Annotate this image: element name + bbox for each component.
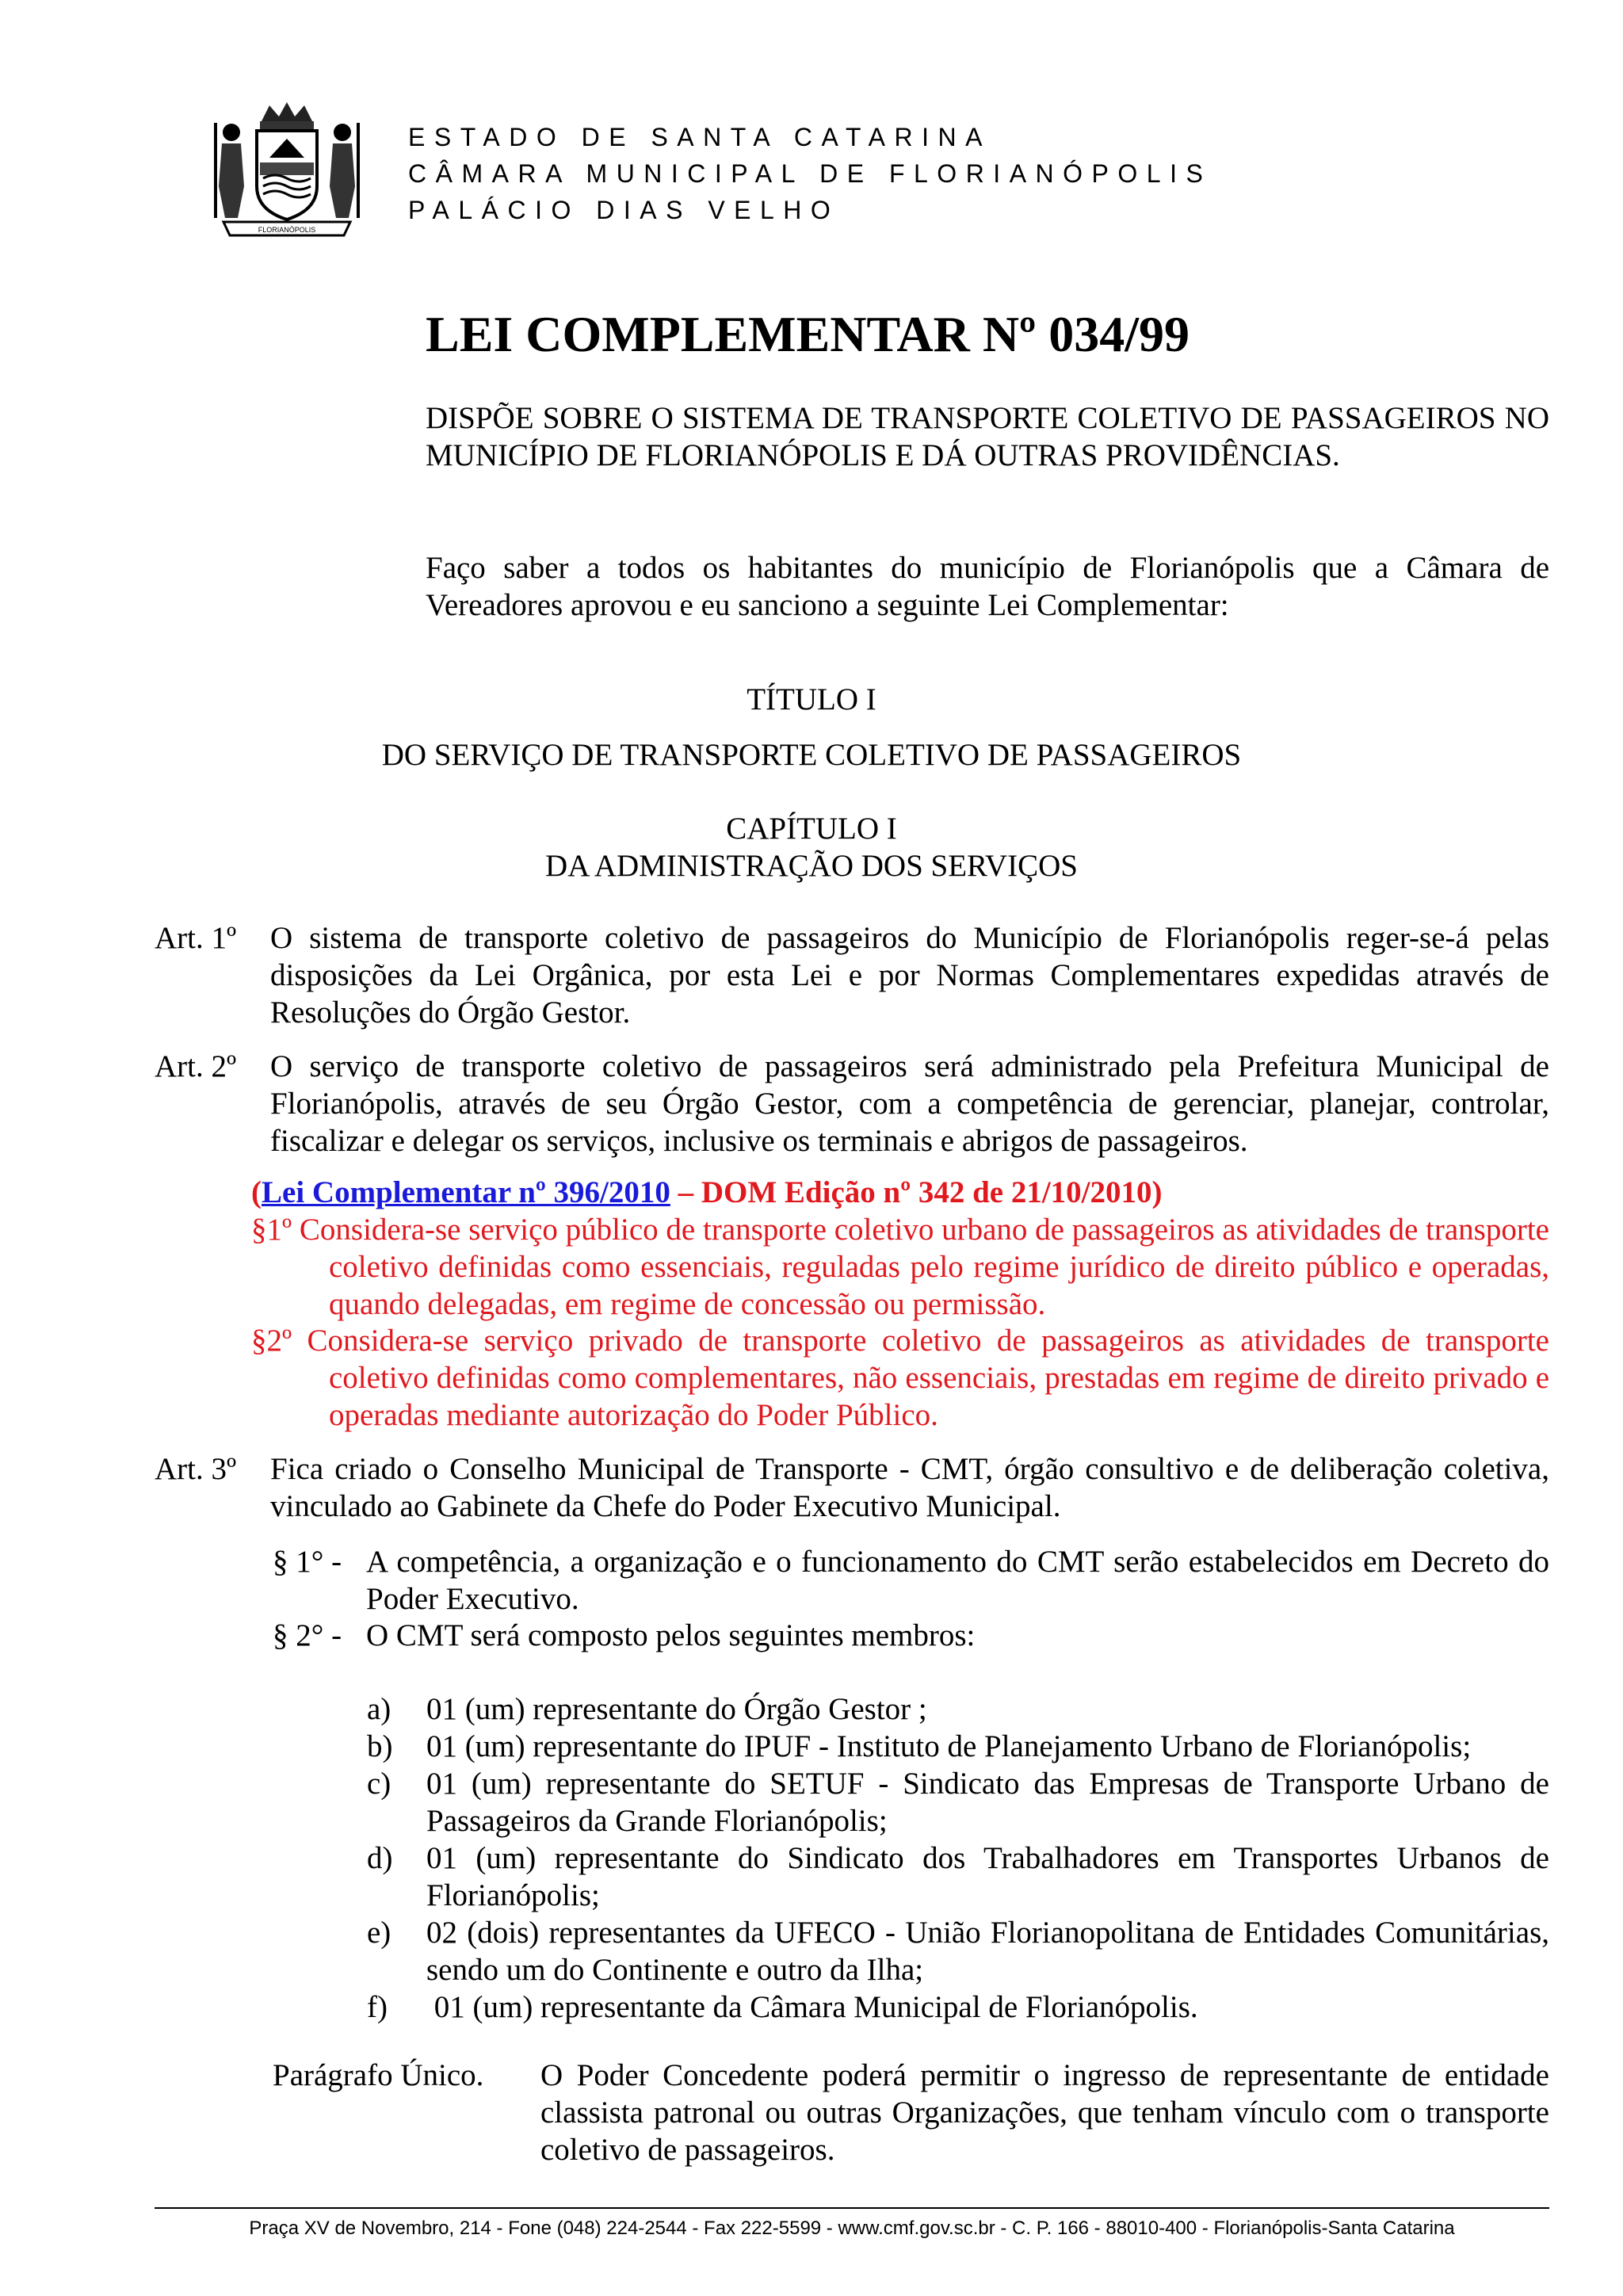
- list-item: a) 01 (um) representante do Órgão Gestor ;: [367, 1692, 927, 1726]
- paragrafo-unico: Parágrafo Único. O Poder Concedente poderá permitir o ingresso de representante de entidade classista patronal ou outras Organizações, que tenham vínculo com o transporte coletivo de passageiros.: [273, 2058, 1549, 2167]
- law-summary: DISPÕE SOBRE O SISTEMA DE TRANSPORTE COLETIVO DE PASSAGEIROS NO MUNICÍPIO DE FLORIANÓPOLIS E DÁ OUTRAS PROVIDÊNCIAS.: [426, 401, 1549, 472]
- article-1-text: O sistema de transporte coletivo de passageiros do Município de Florianópolis reger-se-á pelas disposições da Lei Orgânica, por esta Lei e por Normas Complementares expedidas através de Resoluções do Órgão Gestor.: [270, 921, 1549, 1030]
- article-2-paragraph-2: §2º Considera-se serviço privado de transporte coletivo de passageiros as atividades de transporte coletivo definidas como complementares, não essenciais, prestadas em regime de direito privado e operadas mediante autorização do Poder Público.: [251, 1324, 1549, 1432]
- list-item: d) 01 (um) representante do Sindicato dos Trabalhadores em Transportes Urbanos de Florianópolis;: [367, 1841, 1549, 1912]
- letterhead-palace: PALÁCIO DIAS VELHO: [408, 196, 840, 224]
- article-2: [155, 1048, 1549, 1159]
- article-3-label: Art. 3º: [155, 1452, 237, 1486]
- footer-address: Praça XV de Novembro, 214 - Fone (048) 224-2544 - Fax 222-5599 - www.cmf.gov.sc.br - C. P. 166 - 88010-400 - Florianópolis-Santa Catarina: [249, 2218, 1455, 2239]
- coat-of-arms-icon: [208, 99, 366, 238]
- titulo-heading: TÍTULO I: [747, 682, 876, 716]
- article-3-paragraph-2: § 2° - O CMT será composto pelos seguintes membros:: [273, 1618, 976, 1652]
- list-item: b) 01 (um) representante do IPUF - Instituto de Planejamento Urbano de Florianópolis;: [367, 1729, 1472, 1763]
- article-2-text: O serviço de transporte coletivo de passageiros será administrado pela Prefeitura Municipal de Florianópolis, através de seu Órgão Gestor, com a competência de gerenciar, planejar, controlar, fiscalizar e delegar os serviços, inclusive os terminais e abrigos de passageiros.: [270, 1049, 1549, 1158]
- article-2-label: Art. 2º: [155, 1049, 237, 1083]
- law-title: LEI COMPLEMENTAR Nº 034/99: [426, 306, 1190, 362]
- letterhead-state: ESTADO DE SANTA CATARINA: [408, 123, 991, 151]
- article-3-text: Fica criado o Conselho Municipal de Transporte - CMT, órgão consultivo e de deliberação coletiva, vinculado ao Gabinete da Chefe do Poder Executivo Municipal.: [270, 1452, 1549, 1523]
- amendment-link[interactable]: Lei Complementar nº 396/2010: [262, 1175, 670, 1209]
- list-item: c) 01 (um) representante do SETUF - Sindicato das Empresas de Transporte Urbano de Passageiros da Grande Florianópolis;: [367, 1767, 1549, 1838]
- capitulo-name: DA ADMINISTRAÇÃO DOS SERVIÇOS: [545, 849, 1078, 883]
- list-item: f) 01 (um) representante da Câmara Municipal de Florianópolis.: [367, 1990, 1198, 2024]
- coat-of-arms-logo: [208, 99, 366, 238]
- article-1-label: Art. 1º: [155, 921, 237, 955]
- law-preamble: Faço saber a todos os habitantes do município de Florianópolis que a Câmara de Vereadores aprovou e eu sanciono a seguinte Lei Complementar:: [426, 551, 1549, 622]
- article-1: [155, 919, 1549, 1031]
- letterhead: [408, 119, 1212, 228]
- letterhead-chamber: CÂMARA MUNICIPAL DE FLORIANÓPOLIS: [408, 159, 1212, 188]
- capitulo-heading: CAPÍTULO I: [726, 812, 897, 846]
- titulo-name: DO SERVIÇO DE TRANSPORTE COLETIVO DE PASSAGEIROS: [381, 738, 1242, 772]
- crest-motto: FLORIANÓPOLIS: [258, 226, 316, 234]
- article-3: [155, 1450, 1549, 1525]
- list-item: e) 02 (dois) representantes da UFECO - União Florianopolitana de Entidades Comunitárias, sendo um do Continente e outro da Ilha;: [367, 1916, 1549, 1987]
- amendment-reference: (Lei Complementar nº 396/2010 – DOM Edição nº 342 de 21/10/2010): [251, 1175, 1163, 1209]
- article-2-paragraph-1: §1º Considera-se serviço público de transporte coletivo urbano de passageiros as atividades de transporte coletivo definidas como essenciais, reguladas pelo regime jurídico de direito público e operadas, quando delegadas, em regime de concessão ou permissão.: [251, 1213, 1549, 1321]
- article-3-paragraph-1: § 1° - A competência, a organização e o funcionamento do CMT serão estabelecidos em Decreto do Poder Executivo.: [273, 1545, 1549, 1616]
- footer-divider: [155, 2207, 1549, 2209]
